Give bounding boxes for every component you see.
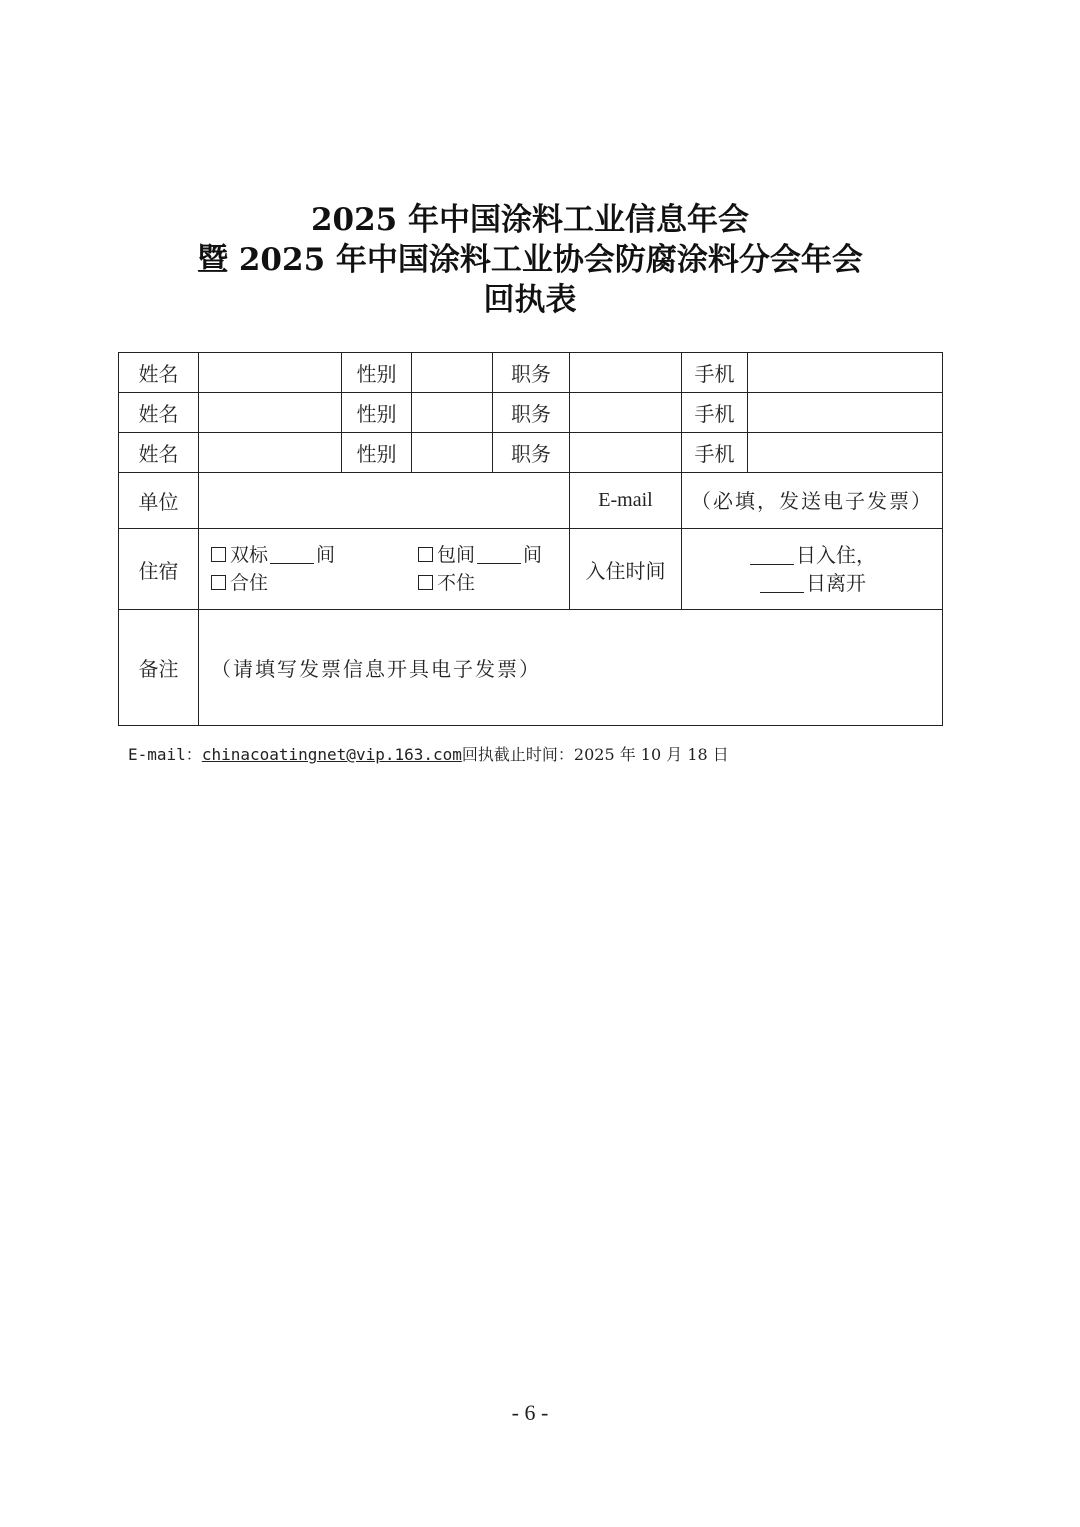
remark-label: 备注 [119, 610, 199, 726]
option-suite-room[interactable] [418, 542, 558, 568]
suite-room-count-blank[interactable] [477, 545, 521, 564]
option-shared-room[interactable] [211, 570, 418, 596]
position-label: 职务 [493, 353, 570, 393]
name-field[interactable] [199, 433, 342, 473]
footer-deadline: 回执截止时间：2025 年 10 月 18 日 [461, 745, 729, 764]
title-line-3: 回执表 [483, 282, 577, 318]
page-number: - 6 - [511, 1400, 549, 1425]
checkout-day-blank[interactable] [760, 574, 804, 593]
position-label: 职务 [493, 433, 570, 473]
checkbox-icon[interactable] [418, 547, 433, 562]
phone-label: 手机 [682, 393, 748, 433]
gender-label: 性别 [342, 393, 412, 433]
attendee-row [119, 353, 943, 393]
attendee-row [119, 393, 943, 433]
phone-field[interactable] [748, 433, 943, 473]
suite-room-label: 包间 [437, 544, 476, 566]
no-stay-label: 不住 [437, 572, 476, 594]
suite-room-unit: 间 [523, 544, 543, 566]
attendee-row [119, 433, 943, 473]
position-field[interactable] [570, 353, 682, 393]
title-line-1: 2025 年中国涂料工业信息年会 [310, 202, 750, 238]
checkin-field [682, 529, 943, 610]
phone-label: 手机 [682, 433, 748, 473]
unit-row [119, 473, 943, 529]
option-double-room[interactable] [211, 542, 418, 568]
checkin-text: 日入住， [796, 543, 876, 567]
stay-row [119, 529, 943, 610]
footer-email-link[interactable]: chinacoatingnet@vip.163.com [201, 745, 462, 764]
phone-label: 手机 [682, 353, 748, 393]
checkbox-icon[interactable] [211, 547, 226, 562]
option-no-stay[interactable] [418, 570, 558, 596]
title-line-2: 暨 2025 年中国涂料工业协会防腐涂料分会年会 [197, 242, 863, 278]
double-room-count-blank[interactable] [270, 545, 314, 564]
email-field[interactable] [682, 473, 943, 529]
remark-field[interactable]: （请填写发票信息开具电子发票） [199, 610, 943, 726]
gender-label: 性别 [342, 353, 412, 393]
remark-row [119, 610, 943, 726]
phone-field[interactable] [748, 353, 943, 393]
receipt-table [118, 352, 943, 726]
name-field[interactable] [199, 353, 342, 393]
double-room-unit: 间 [316, 544, 336, 566]
name-label: 姓名 [119, 393, 199, 433]
checkout-text: 日离开 [806, 571, 866, 595]
footer-contact [128, 742, 729, 765]
checkin-day-blank[interactable] [750, 546, 794, 565]
shared-room-label: 合住 [230, 572, 269, 594]
unit-label: 单位 [119, 473, 199, 529]
phone-field[interactable] [748, 393, 943, 433]
stay-options [199, 529, 570, 610]
checkin-label: 入住时间 [570, 529, 682, 610]
form-title [0, 200, 1060, 320]
stay-label: 住宿 [119, 529, 199, 610]
name-label: 姓名 [119, 433, 199, 473]
name-label: 姓名 [119, 353, 199, 393]
unit-field[interactable] [199, 473, 570, 529]
gender-label: 性别 [342, 433, 412, 473]
email-label: E-mail [570, 473, 682, 529]
checkbox-icon[interactable] [211, 575, 226, 590]
position-field[interactable] [570, 393, 682, 433]
footer-email-prefix: E-mail： [128, 745, 202, 764]
double-room-label: 双标 [230, 544, 269, 566]
name-field[interactable] [199, 393, 342, 433]
email-note: （必填，发送电子发票） [691, 488, 933, 513]
position-field[interactable] [570, 433, 682, 473]
position-label: 职务 [493, 393, 570, 433]
gender-field[interactable] [412, 393, 493, 433]
gender-field[interactable] [412, 433, 493, 473]
checkbox-icon[interactable] [418, 575, 433, 590]
gender-field[interactable] [412, 353, 493, 393]
